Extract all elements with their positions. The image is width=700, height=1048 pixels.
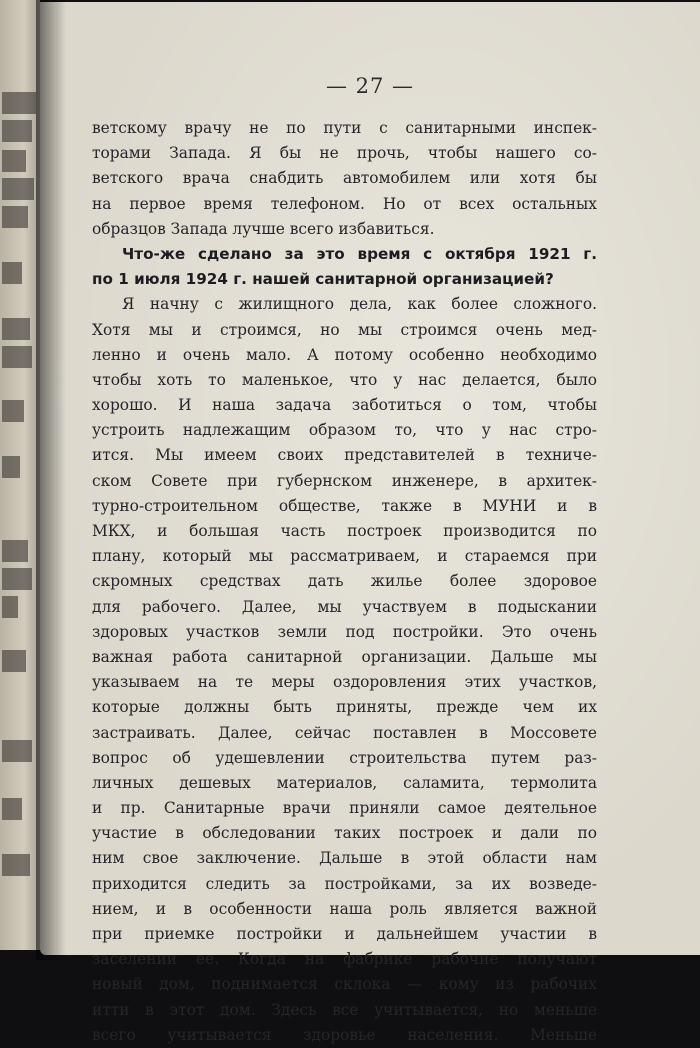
text-line: указываем на те меры оздоровления этих участков, xyxy=(92,673,597,692)
text-line: ним свое заключение. Дальше в этой области нам xyxy=(92,849,597,868)
text-line: нием, и в особенности наша роль является важной xyxy=(92,899,597,918)
text-line: приходится следить за постройками, за их возведе- xyxy=(92,874,597,893)
text-line: которые должны быть приняты, прежде чем их xyxy=(92,698,597,717)
text-line: заселении ее. Когда на фабрике рабочие получают xyxy=(92,950,597,969)
text-line: МКХ, и большая часть построек производится по xyxy=(92,522,597,540)
text-line: участие в обследовании таких построек и дали по xyxy=(92,824,597,843)
text-line: Я начну с жилищного дела, как более сложного. xyxy=(122,295,597,314)
section-heading-line: по 1 июля 1924 г. нашей санитарной организацией? xyxy=(92,270,554,289)
text-line: важная работа санитарной организации. Дальше мы xyxy=(92,647,597,666)
text-line: хорошо. И наша задача заботиться о том, чтобы xyxy=(92,396,597,415)
text-line: ском Совете при губернском инженере, в архитек- xyxy=(92,471,597,490)
book-page xyxy=(40,2,700,1044)
text-line: для рабочего. Далее, мы участвуем в подыскании xyxy=(92,597,597,616)
page-number: — 27 — xyxy=(325,74,415,98)
text-line: личных дешевых материалов, саламита, термолита xyxy=(92,773,597,792)
text-line: при приемке постройки и дальнейшем участии в xyxy=(92,925,597,943)
text-line: вопрос об удешевлении строительства путем раз- xyxy=(92,748,597,767)
text-line: ится. Мы имеем своих представителей в техниче- xyxy=(92,446,597,465)
text-line: ветского врача снабдить автомобилем или хотя бы xyxy=(92,169,597,188)
text-line: всего учитывается здоровье населения. Меньше xyxy=(92,1025,597,1044)
text-line: образцов Запада лучше всего избавиться. xyxy=(92,219,435,238)
text-line: Хотя мы и строимся, но мы строимся очень мед- xyxy=(92,320,597,339)
text-line: устроить надлежащим образом то, что у нас стро- xyxy=(92,421,597,440)
text-line: торами Запада. Я бы не прочь, чтобы нашего со- xyxy=(92,144,597,163)
text-line: скромных средствах дать жилье более здоровое xyxy=(92,572,597,591)
text-line: здоровых участков земли под постройки. Это очень xyxy=(92,622,597,641)
section-heading-line: Что-же сделано за это время с октября 1921 г. xyxy=(122,244,597,263)
text-line: плану, который мы рассматриваем, и стараемся при xyxy=(92,547,597,566)
body-text xyxy=(92,116,597,1048)
facing-page-edge xyxy=(0,0,40,950)
text-line: итти в этот дом. Здесь все учитывается, но меньше xyxy=(92,1000,597,1019)
text-line: на первое время телефоном. Но от всех остальных xyxy=(92,194,597,213)
page-gutter-shadow xyxy=(36,0,66,960)
text-line: турно-строительном обществе, также в МУНИ и в xyxy=(92,496,597,515)
text-line: ветскому врачу не по пути с санитарными инспек- xyxy=(92,119,597,137)
text-line: и пр. Санитарные врачи приняли самое деятельное xyxy=(92,799,597,818)
text-line: новый дом, поднимается склока — кому из рабочих xyxy=(92,975,597,994)
text-line: застраивать. Далее, сейчас поставлен в Моссовете xyxy=(92,723,597,742)
text-line: чтобы хоть то маленькое, что у нас делается, было xyxy=(92,370,597,389)
text-line: ленно и очень мало. А потому особенно необходимо xyxy=(92,345,597,364)
